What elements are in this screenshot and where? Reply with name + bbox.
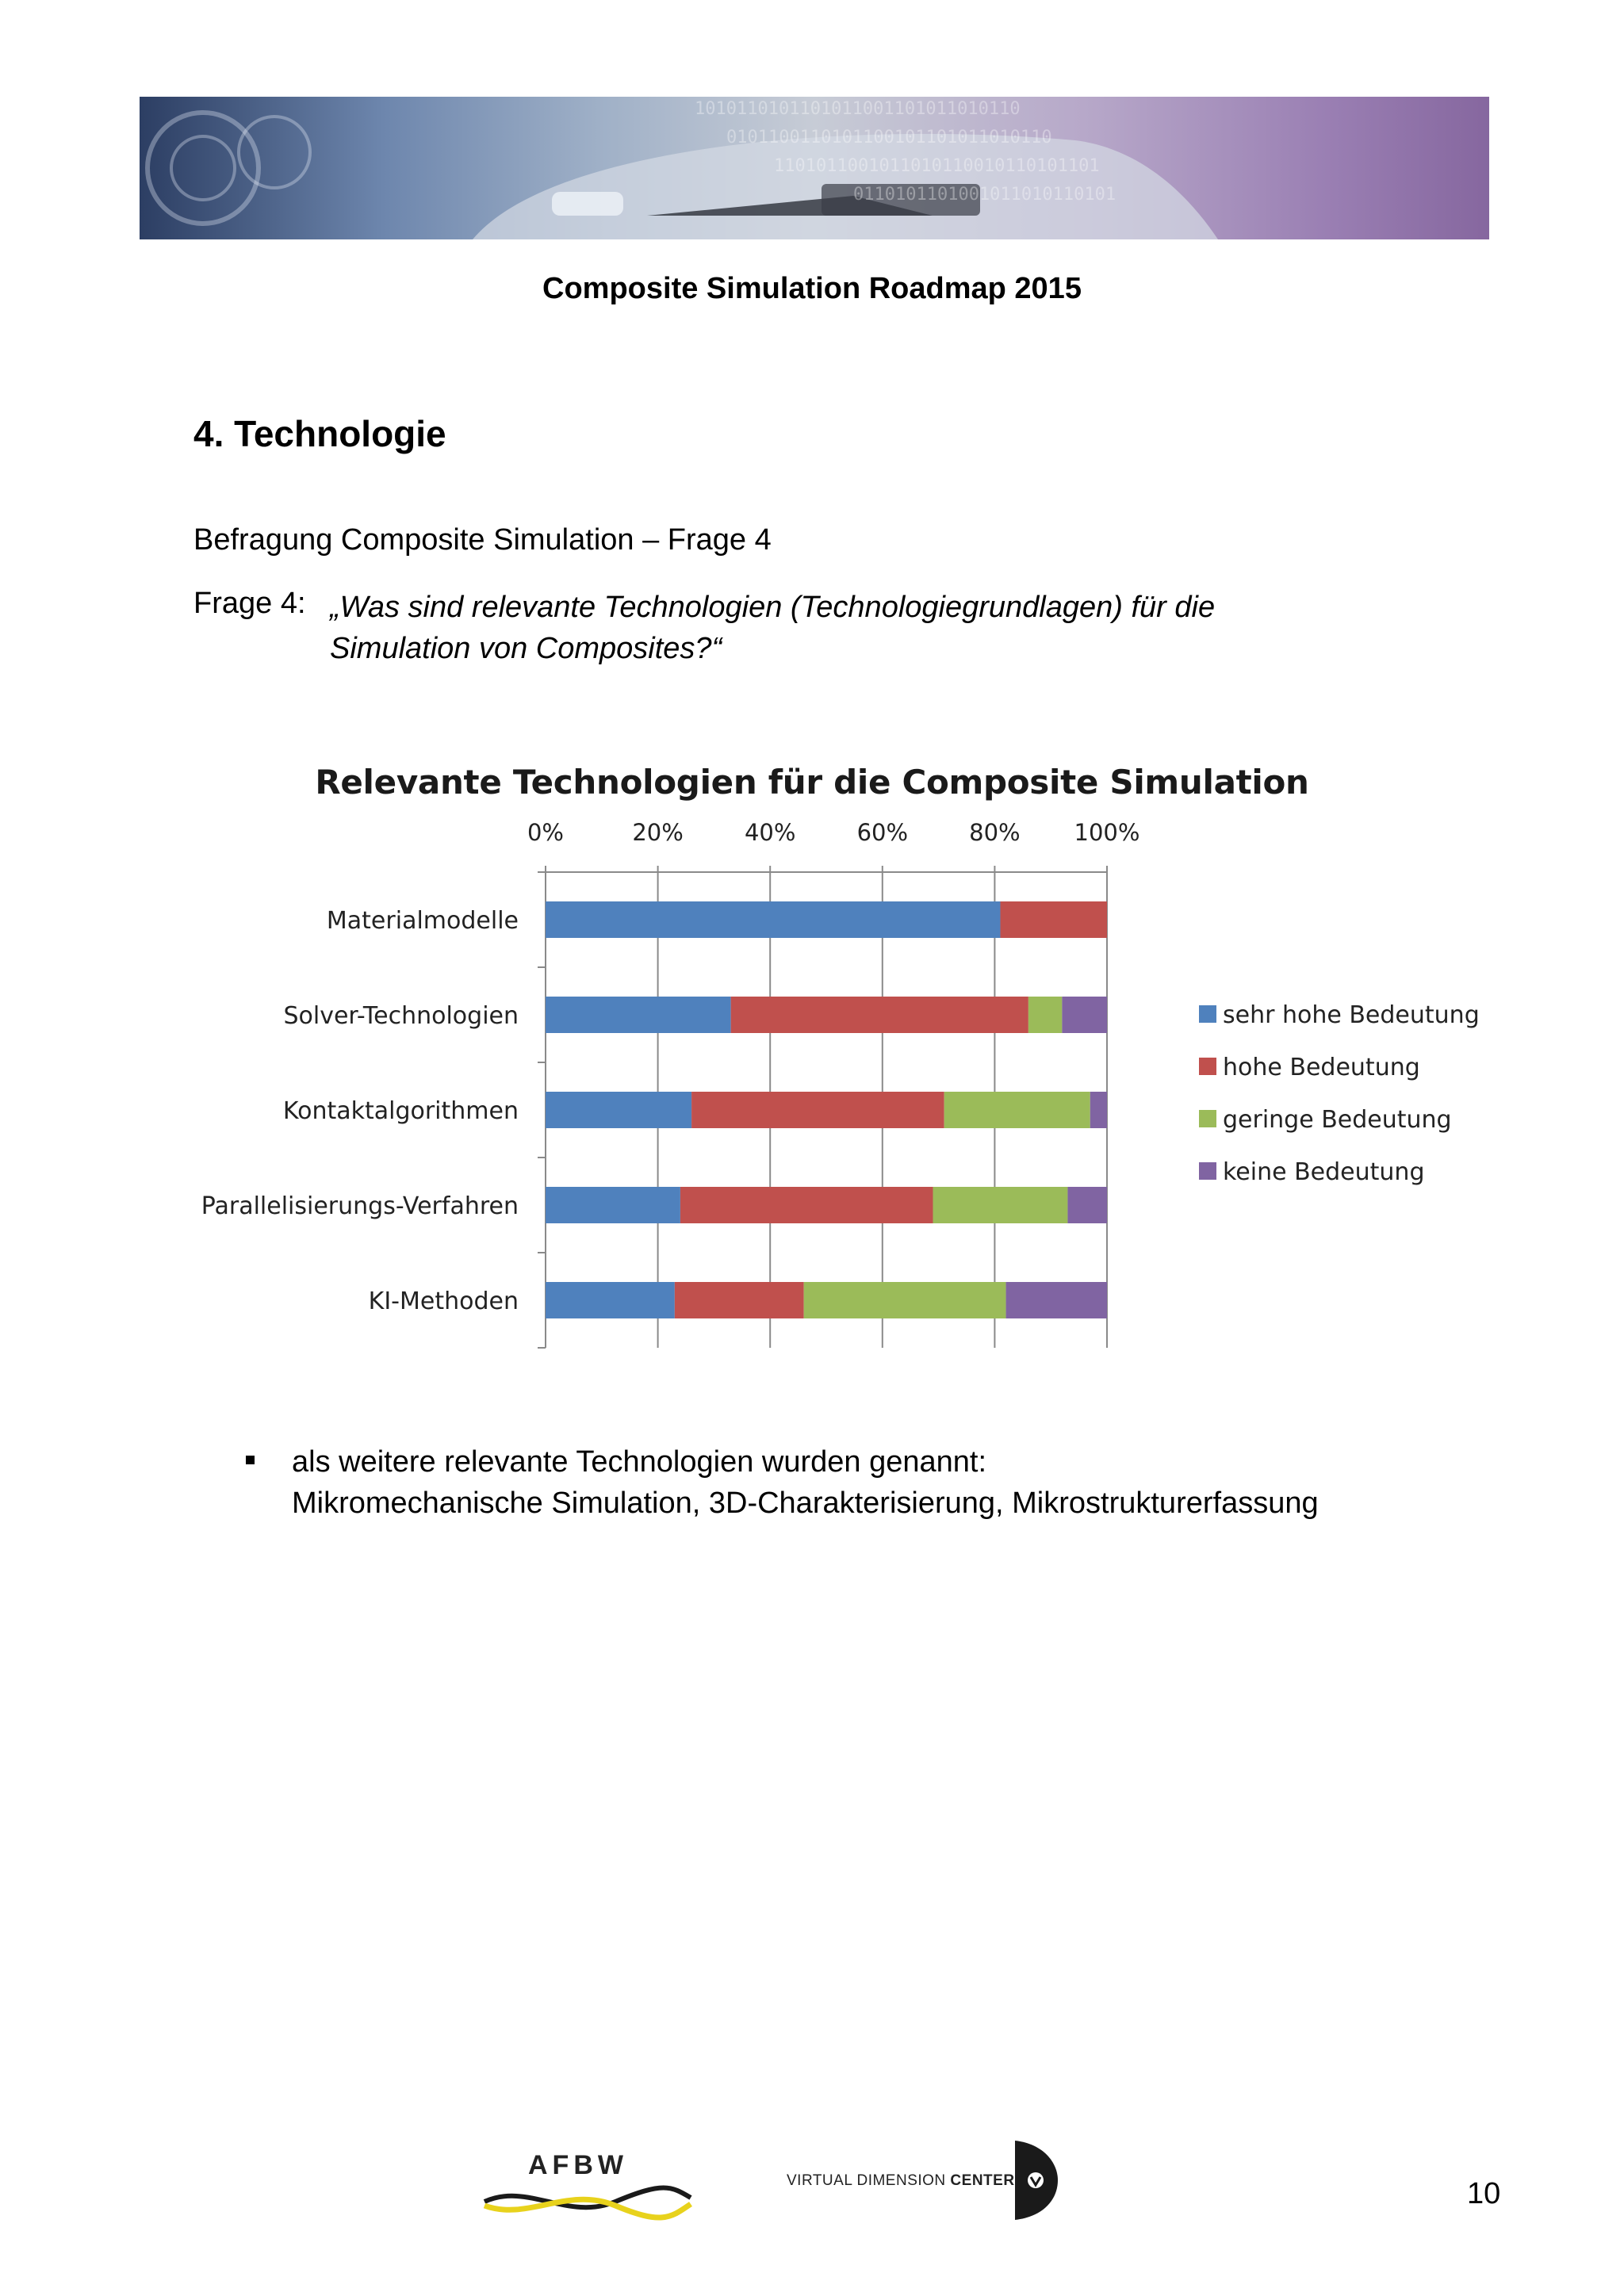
bar-segment — [1090, 1092, 1107, 1128]
bar-segment — [1006, 1282, 1107, 1318]
chart-title: Relevante Technologien für die Composite Simulation — [315, 763, 1309, 802]
question-text-line2: Simulation von Composites?“ — [330, 632, 722, 665]
x-tick-label: 0% — [527, 819, 565, 846]
afbw-logo-text: AFBW — [528, 2150, 628, 2180]
question-text-line1: „Was sind relevante Technologien (Technologiegrundlagen) für die — [330, 591, 1216, 624]
svg-text:0110101101001011010110101: 0110101101001011010110101 — [853, 185, 1116, 205]
vdc-logo-icon — [1012, 2139, 1059, 2221]
legend-swatch — [1199, 1110, 1216, 1127]
bar-segment — [1028, 997, 1062, 1033]
x-tick-label: 80% — [969, 819, 1021, 846]
bar-segment — [1000, 901, 1107, 938]
bar-segment — [1062, 997, 1107, 1033]
vdc-text-plain: VIRTUAL DIMENSION — [787, 2172, 951, 2189]
bullet-marker — [246, 1456, 255, 1464]
bar-segment — [933, 1187, 1068, 1223]
bar-segment — [731, 997, 1028, 1033]
legend-swatch — [1199, 1005, 1216, 1023]
bar-segment — [546, 997, 731, 1033]
document-title: Composite Simulation Roadmap 2015 — [542, 272, 1082, 305]
vdc-logo-text — [787, 2172, 1015, 2190]
question-label: Frage 4: — [193, 587, 306, 620]
x-tick-label: 40% — [744, 819, 796, 846]
bullet-text — [292, 1441, 1319, 1524]
bullet-line1: als weitere relevante Technologien wurden genannt: — [292, 1445, 987, 1479]
bar-segment — [804, 1282, 1006, 1318]
survey-line: Befragung Composite Simulation – Frage 4 — [193, 523, 772, 557]
bullet-line2: Mikromechanische Simulation, 3D-Charakterisierung, Mikrostrukturerfassung — [292, 1487, 1319, 1520]
bar-segment — [680, 1187, 933, 1223]
bar-segment — [546, 901, 1000, 938]
category-label: KI-Methoden — [368, 1288, 519, 1315]
bar-segment — [546, 1092, 691, 1128]
section-heading: 4. Technologie — [193, 413, 446, 454]
vdc-text-bold: CENTER — [950, 2172, 1015, 2189]
svg-text:010110011010110010110101101011: 0101100110101100101101011010110 — [726, 128, 1052, 147]
afbw-logo-icon — [481, 2182, 695, 2221]
bar-segment — [1067, 1187, 1107, 1223]
category-label: Materialmodelle — [326, 907, 519, 935]
bar-segment — [546, 1187, 680, 1223]
legend-label: keine Bedeutung — [1223, 1158, 1425, 1186]
category-label: Kontaktalgorithmen — [282, 1097, 519, 1125]
svg-text:101011010110101100110101101011: 1010110101101011001101011010110 — [695, 99, 1021, 119]
x-tick-label: 100% — [1074, 819, 1140, 846]
svg-text:110101100101101011001011010110: 1101011001011010110010110101101 — [774, 156, 1100, 176]
legend-label: geringe Bedeutung — [1223, 1106, 1452, 1134]
x-tick-label: 60% — [856, 819, 909, 846]
legend-label: hohe Bedeutung — [1223, 1054, 1420, 1081]
legend-label: sehr hohe Bedeutung — [1223, 1001, 1480, 1029]
x-tick-label: 20% — [632, 819, 684, 846]
bar-segment — [675, 1282, 804, 1318]
bar-segment — [546, 1282, 675, 1318]
legend-swatch — [1199, 1162, 1216, 1180]
category-label: Solver-Technologien — [283, 1002, 519, 1030]
legend-swatch — [1199, 1058, 1216, 1075]
page-number: 10 — [1467, 2177, 1501, 2210]
category-label: Parallelisierungs-Verfahren — [201, 1192, 519, 1220]
bar-segment — [691, 1092, 944, 1128]
bar-segment — [944, 1092, 1090, 1128]
